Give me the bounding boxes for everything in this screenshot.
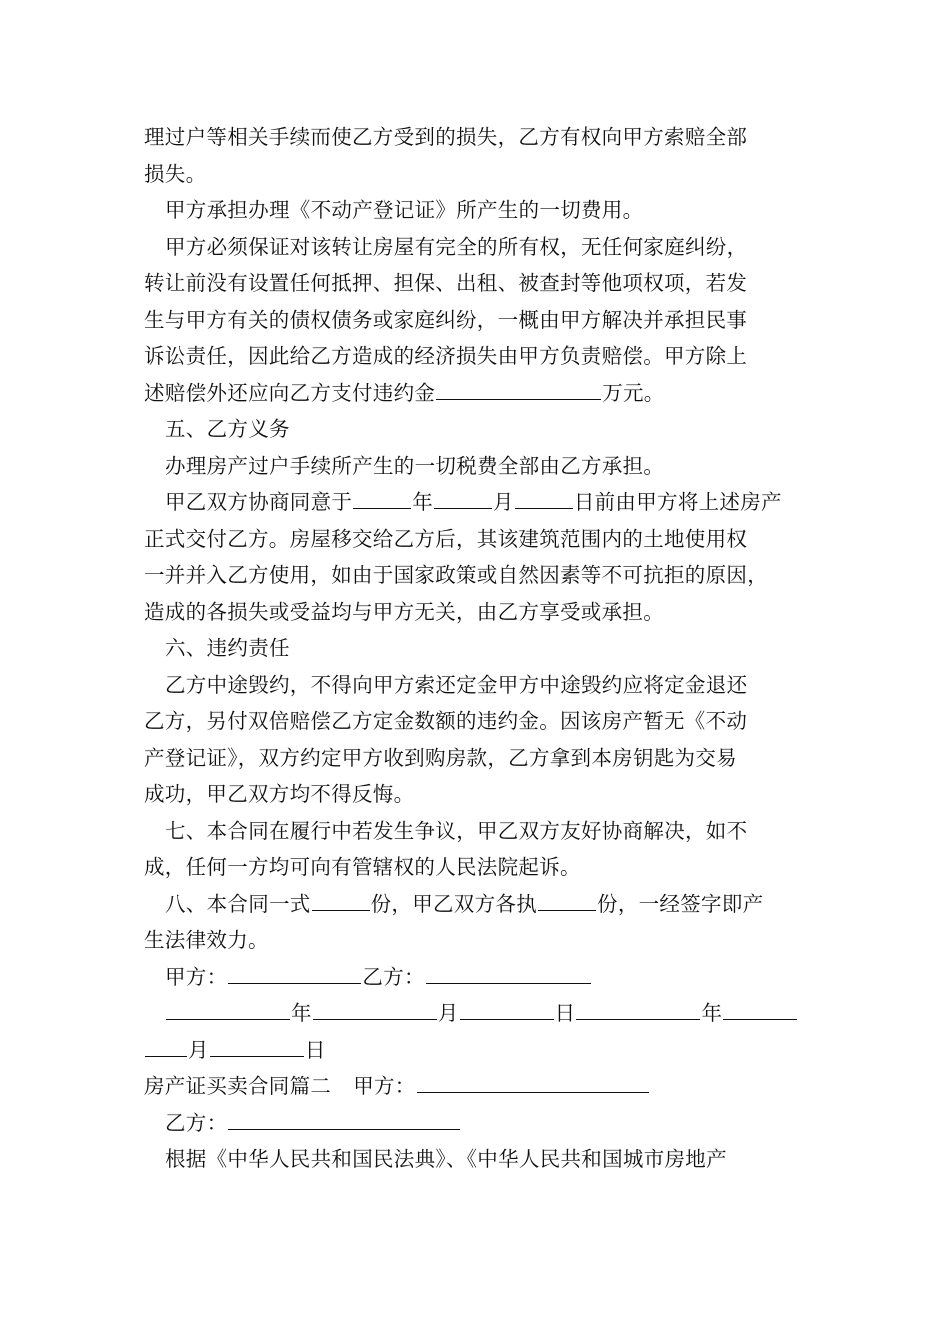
paragraph-line bbox=[144, 813, 834, 850]
year-blank bbox=[166, 999, 290, 1020]
paragraph-line bbox=[144, 521, 834, 558]
text: 月 bbox=[437, 1001, 459, 1025]
party-b-signature-blank bbox=[426, 963, 591, 984]
day-blank bbox=[460, 999, 554, 1020]
penalty-amount-blank bbox=[436, 379, 601, 400]
paragraph-line bbox=[144, 229, 834, 266]
paragraph-line bbox=[144, 265, 834, 302]
text: 日 bbox=[554, 1001, 576, 1025]
contract-text bbox=[144, 119, 834, 1178]
text: 七、本合同在履行中若发生争议，甲乙双方友好协商解决，如不 bbox=[165, 818, 748, 843]
copies-each-blank bbox=[538, 890, 596, 911]
text: 正式交付乙方。房屋移交给乙方后，其该建筑范围内的土地使用权 bbox=[144, 526, 748, 551]
text: 一并并入乙方使用，如由于国家政策或自然因素等不可抗拒的原因， bbox=[144, 563, 768, 587]
month-blank bbox=[434, 488, 492, 509]
paragraph-line bbox=[144, 594, 834, 631]
text: 月 bbox=[188, 1037, 209, 1062]
paragraph-line bbox=[144, 740, 834, 777]
section-title-line bbox=[144, 1068, 834, 1105]
text: 年 bbox=[291, 1001, 312, 1025]
text: 理过户等相关手续而使乙方受到的损失，乙方有权向甲方索赔全部 bbox=[144, 125, 748, 149]
text: 办理房产过户手续所产生的一切税费全部由乙方承担。 bbox=[165, 453, 665, 478]
text: 乙方中途毁约，不得向甲方索还定金甲方中途毁约应将定金退还 bbox=[165, 672, 748, 697]
text: 万元。 bbox=[602, 380, 665, 405]
paragraph-line bbox=[144, 156, 834, 193]
paragraph-line bbox=[144, 849, 834, 886]
month-blank bbox=[145, 1036, 187, 1057]
year-blank bbox=[353, 488, 411, 509]
paragraph-line bbox=[144, 922, 834, 959]
party-a-signature-blank bbox=[228, 963, 361, 984]
paragraph-line bbox=[144, 484, 834, 521]
party-b-label: 乙方： bbox=[362, 964, 425, 989]
paragraph-line bbox=[144, 375, 834, 412]
text: 五、乙方义务 bbox=[165, 417, 290, 441]
text: 转让前没有设置任何抵押、担保、出租、被查封等他项权项，若发 bbox=[144, 271, 748, 295]
text: 产登记证》，双方约定甲方收到购房款，乙方拿到本房钥匙为交易 bbox=[144, 745, 737, 770]
date-line bbox=[144, 995, 834, 1032]
text: 八、本合同一式 bbox=[165, 891, 311, 916]
text: 份，一经签字即产 bbox=[597, 891, 764, 916]
paragraph-line bbox=[144, 776, 834, 813]
party-a-label: 甲方： bbox=[353, 1074, 416, 1098]
text: 成，任何一方均可向有管辖权的人民法院起诉。 bbox=[144, 855, 581, 879]
party-b-name-blank bbox=[228, 1109, 460, 1130]
text: 述赔偿外还应向乙方支付违约金 bbox=[144, 380, 436, 405]
paragraph-line bbox=[144, 338, 834, 375]
day-blank bbox=[515, 488, 573, 509]
text: 日前由甲方将上述房产 bbox=[573, 490, 782, 514]
text: 甲乙双方协商同意于 bbox=[165, 490, 353, 514]
party-a-name-blank bbox=[417, 1072, 649, 1093]
text: 诉讼责任，因此给乙方造成的经济损失由甲方负责赔偿。甲方除上 bbox=[144, 344, 748, 368]
paragraph-line bbox=[144, 192, 834, 229]
party-a-label: 甲方： bbox=[165, 964, 228, 989]
copies-blank bbox=[312, 890, 370, 911]
year-blank bbox=[576, 999, 700, 1020]
text: 根据《中华人民共和国民法典》、《中华人民共和国城市房地产 bbox=[165, 1147, 727, 1171]
section-title: 房产证买卖合同篇二 bbox=[144, 1074, 332, 1098]
paragraph-line bbox=[144, 886, 834, 923]
section-heading bbox=[144, 411, 834, 448]
month-blank bbox=[313, 999, 437, 1020]
text: 月 bbox=[493, 490, 514, 514]
paragraph-line bbox=[144, 667, 834, 704]
text: 年 bbox=[701, 1001, 723, 1025]
party-line bbox=[144, 1105, 834, 1142]
text: 成功，甲乙双方均不得反悔。 bbox=[144, 782, 415, 806]
text: 损失。 bbox=[144, 161, 207, 186]
paragraph-line bbox=[144, 703, 834, 740]
text: 生与甲方有关的债权债务或家庭纠纷，一概由甲方解决并承担民事 bbox=[144, 307, 748, 332]
text: 日 bbox=[304, 1037, 326, 1062]
text: 甲方承担办理《不动产登记证》所产生的一切费用。 bbox=[165, 198, 644, 222]
party-b-label: 乙方： bbox=[165, 1110, 228, 1135]
day-blank bbox=[210, 1036, 304, 1057]
paragraph-line bbox=[144, 302, 834, 339]
text: 年 bbox=[412, 490, 434, 514]
date-line bbox=[144, 1032, 834, 1069]
text: 甲方必须保证对该转让房屋有完全的所有权，无任何家庭纠纷， bbox=[165, 234, 748, 259]
text: 生法律效力。 bbox=[144, 928, 269, 952]
text: 份，甲乙双方各执 bbox=[370, 891, 538, 916]
section-heading bbox=[144, 630, 834, 667]
paragraph-line bbox=[144, 119, 834, 156]
signature-line bbox=[144, 959, 834, 996]
text: 造成的各损失或受益均与甲方无关，由乙方享受或承担。 bbox=[144, 599, 664, 624]
month-blank bbox=[723, 999, 797, 1020]
paragraph-line bbox=[144, 1141, 834, 1178]
text: 六、违约责任 bbox=[165, 636, 290, 660]
paragraph-line bbox=[144, 557, 834, 594]
paragraph-line bbox=[144, 448, 834, 485]
text: 乙方，另付双倍赔偿乙方定金数额的违约金。因该房产暂无《不动 bbox=[144, 709, 748, 733]
